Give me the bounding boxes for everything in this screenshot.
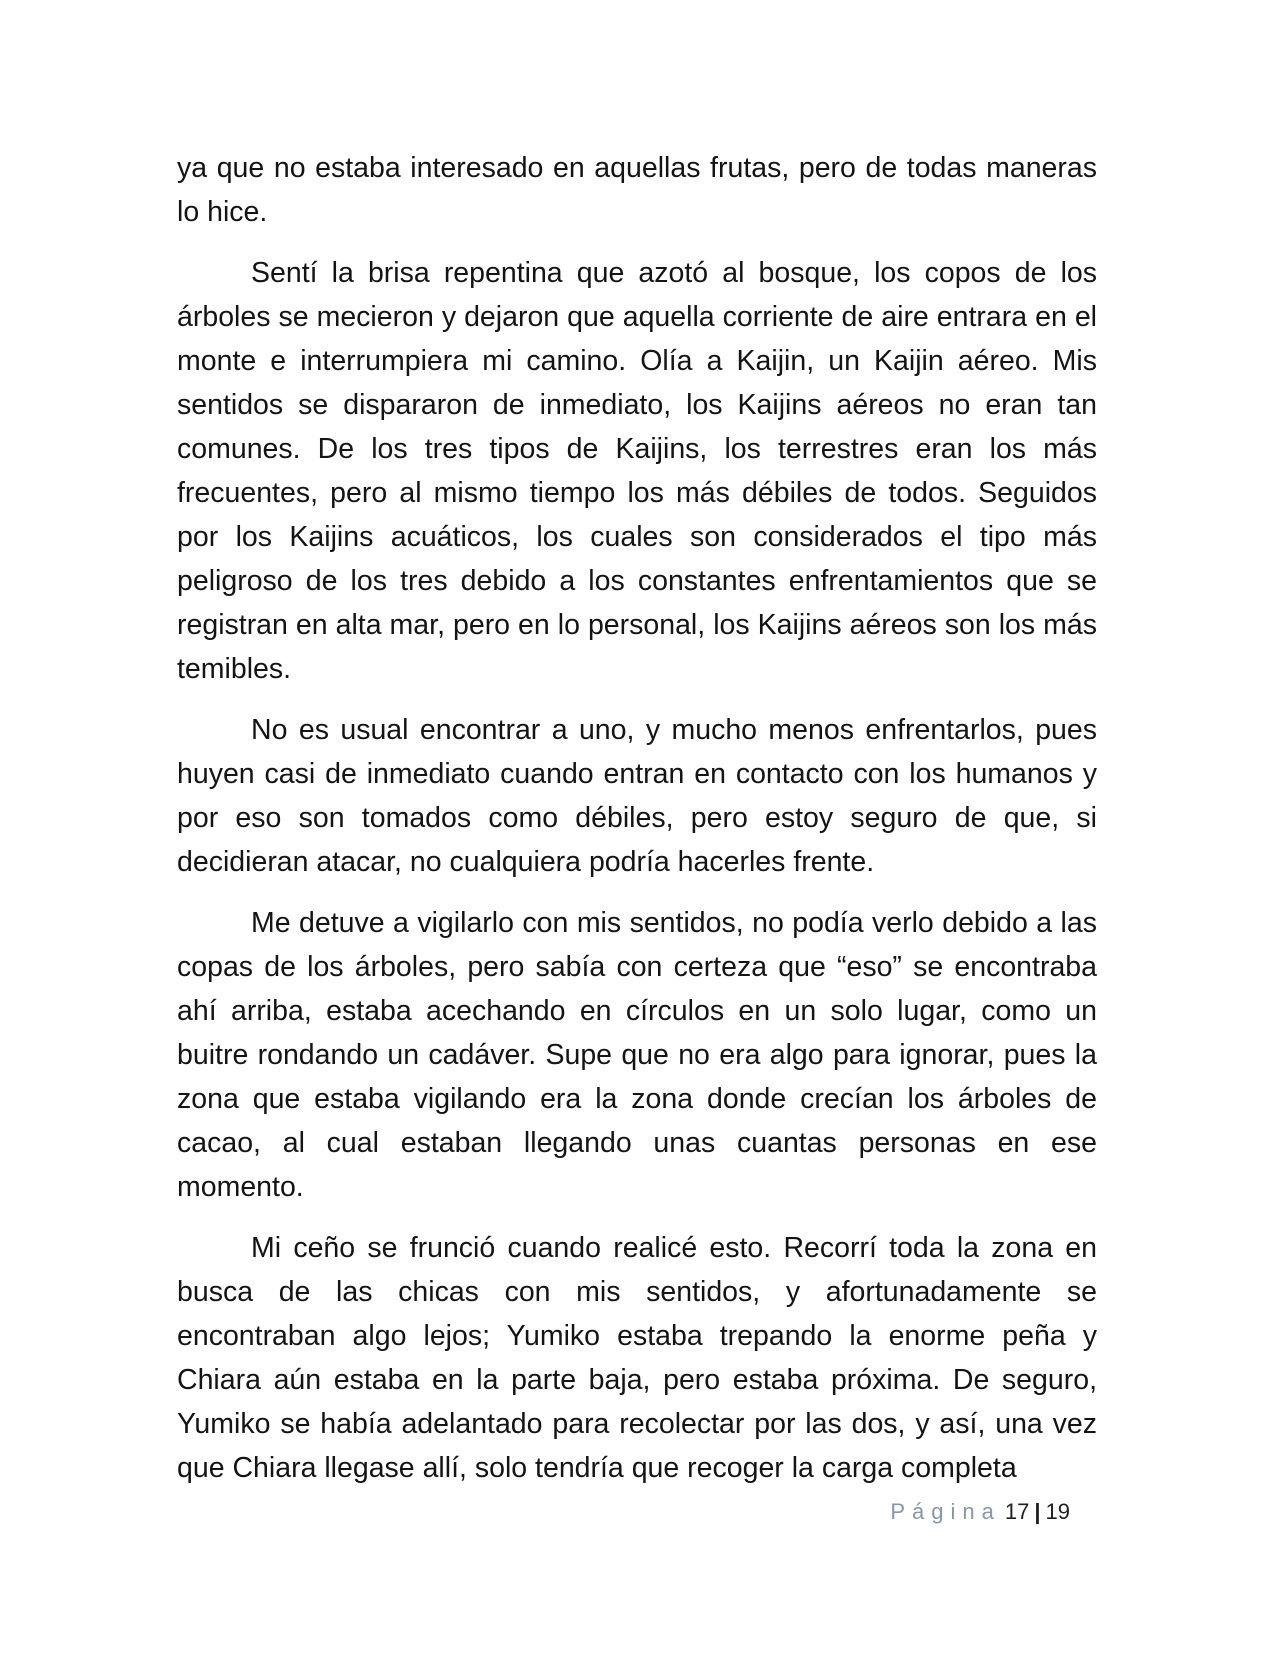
page-label: Página [890,1499,1001,1524]
paragraph-5: Mi ceño se frunció cuando realicé esto. Recorrí toda la zona en busca de las chicas con mis sentidos, y afortunadamente se encontraban algo lejos; Yumiko estaba trepando la enorme peña y Chiara aún estaba en la parte baja, pero estaba próxima. De seguro, Yumiko se había adelantado para recolectar por las dos, y así, una vez que Chiara llegase allí, solo tendría que recoger la carga completa [177,1232,1097,1484]
body-text [177,146,1097,1507]
paragraph-3: No es usual encontrar a uno, y mucho menos enfrentarlos, pues huyen casi de inmediato cuando entran en contacto con los humanos y por eso son tomados como débiles, pero estoy seguro de que, si decidieran atacar, no cualquiera podría hacerles frente. [177,714,1097,878]
page-footer [0,1499,1070,1525]
page-total: 19 [1045,1499,1070,1524]
page-number: 17 [1004,1499,1030,1524]
paragraph-4: Me detuve a vigilarlo con mis sentidos, no podía verlo debido a las copas de los árboles, pero sabía con certeza que “eso” se encontraba ahí arriba, estaba acechando en círculos en un solo lugar, como un buitre rondando un cadáver. Supe que no era algo para ignorar, pues la zona que estaba vigilando era la zona donde crecían los árboles de cacao, al cual estaban llegando unas cuantas personas en ese momento. [177,907,1097,1203]
paragraph-2: Sentí la brisa repentina que azotó al bosque, los copos de los árboles se mecieron y dejaron que aquella corriente de aire entrara en el monte e interrumpiera mi camino. Olía a Kaijin, un Kaijin aéreo. Mis sentidos se dispararon de inmediato, los Kaijins aéreos no eran tan comunes. De los tres tipos de Kaijins, los terrestres eran los más frecuentes, pero al mismo tiempo los más débiles de todos. Seguidos por los Kaijins acuáticos, los cuales son considerados el tipo más peligroso de los tres debido a los constantes enfrentamientos que se registran en alta mar, pero en lo personal, los Kaijins aéreos son los más temibles. [177,257,1097,685]
paragraph-1: ya que no estaba interesado en aquellas frutas, pero de todas maneras lo hice. [177,152,1097,228]
page-separator: | [1034,1499,1041,1524]
